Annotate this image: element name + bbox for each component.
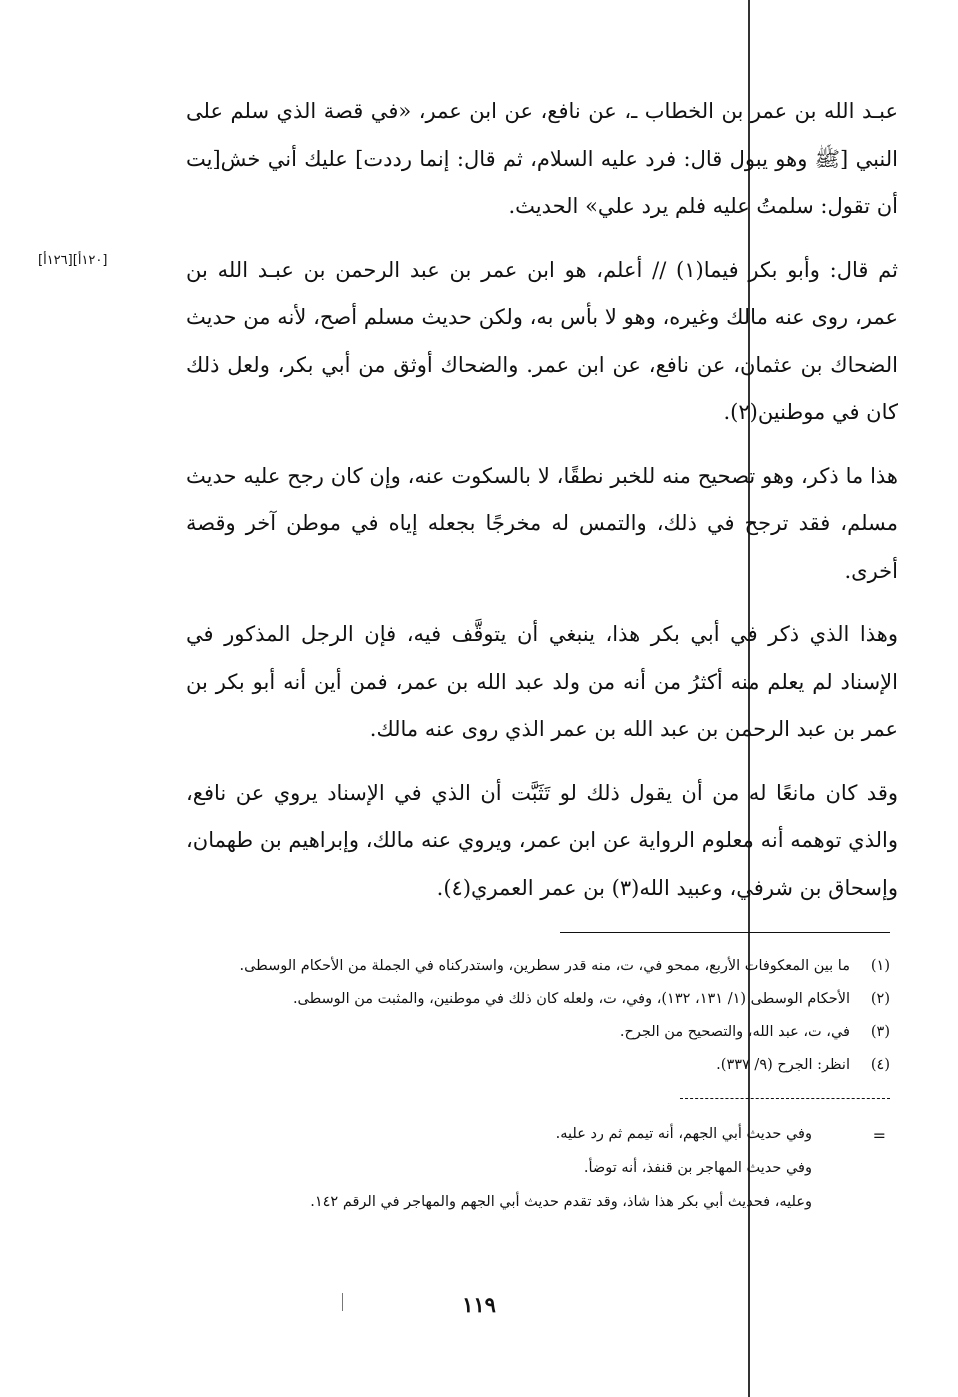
paragraph-4: وهذا الذي ذكر في أبي بكر هذا، ينبغي أن يتوقَّف فيه، فإن الرجل المذكور في الإسناد لم يعلم منه أكثرُ من أنه من ولد عبد الله بن عمر، فمن أين أنه أبو بكر بن عمر بن عبد الرحمن بن عبد الله بن عمر الذي روى عنه مالك. — [186, 622, 898, 741]
page-number: ١١٩ — [462, 1292, 496, 1317]
main-text — [186, 88, 898, 928]
footnote-number: (٣) — [870, 1024, 890, 1040]
footnote-number: (٢) — [870, 991, 890, 1007]
footnote-number: (١) — [870, 958, 890, 974]
footnote-item — [200, 950, 890, 983]
note-line: وفي حديث أبي الجهم، أنه تيمم ثم رد عليه. — [555, 1126, 812, 1142]
footnote-item — [200, 983, 890, 1016]
continuation-separator — [680, 1098, 890, 1100]
footnote-text: انظر: الجرح (٩/ ٣٣٧). — [716, 1057, 850, 1073]
footnote-text: في، ت، عبد الله، والتصحيح من الجرح. — [619, 1024, 850, 1040]
paragraph-1: عبـد الله بن عمر بن الخطاب ـ، عن نافع، عن ابن عمر، «في قصة الذي سلم على النبي [ﷺ وهو يبول قال: فرد عليه السلام، ثم قال: إنما رددت] عليك أني خش[يت أن تقول: سلمتُ عليه فلم يرد علي» الحديث. — [186, 99, 898, 218]
footnote-number: (٤) — [870, 1057, 890, 1073]
footnote-item — [200, 1016, 890, 1049]
footnote-item — [200, 1049, 890, 1082]
note-line: وعليه، فحديث أبي بكر هذا شاذ، وقد تقدم حديث أبي الجهم والمهاجر في الرقم ١٤٢. — [310, 1194, 812, 1210]
footnote-separator — [560, 932, 890, 933]
footnotes — [200, 950, 890, 1082]
paragraph-5: وقد كان مانعًا له من أن يقول ذلك لو تَثَبَّت أن الذي في الإسناد يروي عن نافع، والذي توهمه أنه معلوم الرواية عن ابن عمر، ويروي عنه مالك، وإبراهيم بن طهمان، وإسحاق بن شرفي، وعبيد الله(٣) بن عمر العمري(٤). — [186, 780, 898, 900]
continuation-marker: = — [872, 1126, 886, 1145]
paragraph-2: ثم قال: وأبو بكر فيما(١) // أعلم، هو ابن عمر بن عبد الرحمن بن عبـد الله بن عمر، روى عنه مالك وغيره، وهو لا بأس به، ولكن حديث مسلم أصح، لأنه من حديث الضحاك بن عثمان، عن نافع، عن ابن عمر. والضحاك أوثق من أبي بكر، ولعل ذلك كان في موطنين(٢). — [186, 257, 898, 424]
continued-note — [200, 1117, 890, 1219]
footnote-text: ما بين المعكوفات الأربع، ممحو في، ت، منه قدر سطرين، واستدركناه في الجملة من الأحكام الوسطى. — [239, 958, 850, 974]
footnote-text: الأحكام الوسطى (١/ ١٣١، ١٣٢)، وفي، ت، ولعله كان ذلك في موطنين، والمثبت من الوسطى. — [292, 991, 850, 1007]
paragraph-3: هذا ما ذكر، وهو تصحيح منه للخبر نطقًا، لا بالسكوت عنه، وإن كان رجح عليه حديث مسلم، فقد ترجح في ذلك، والتمس له مخرجًا بجعله إياه في موطن آخر وقصة أخرى. — [186, 463, 898, 583]
note-line: وفي حديث المهاجر بن قنفذ، أنه توضأ. — [583, 1160, 812, 1176]
manuscript-folio-reference: [١٢٦أ][١٢٠أ] — [38, 253, 108, 268]
